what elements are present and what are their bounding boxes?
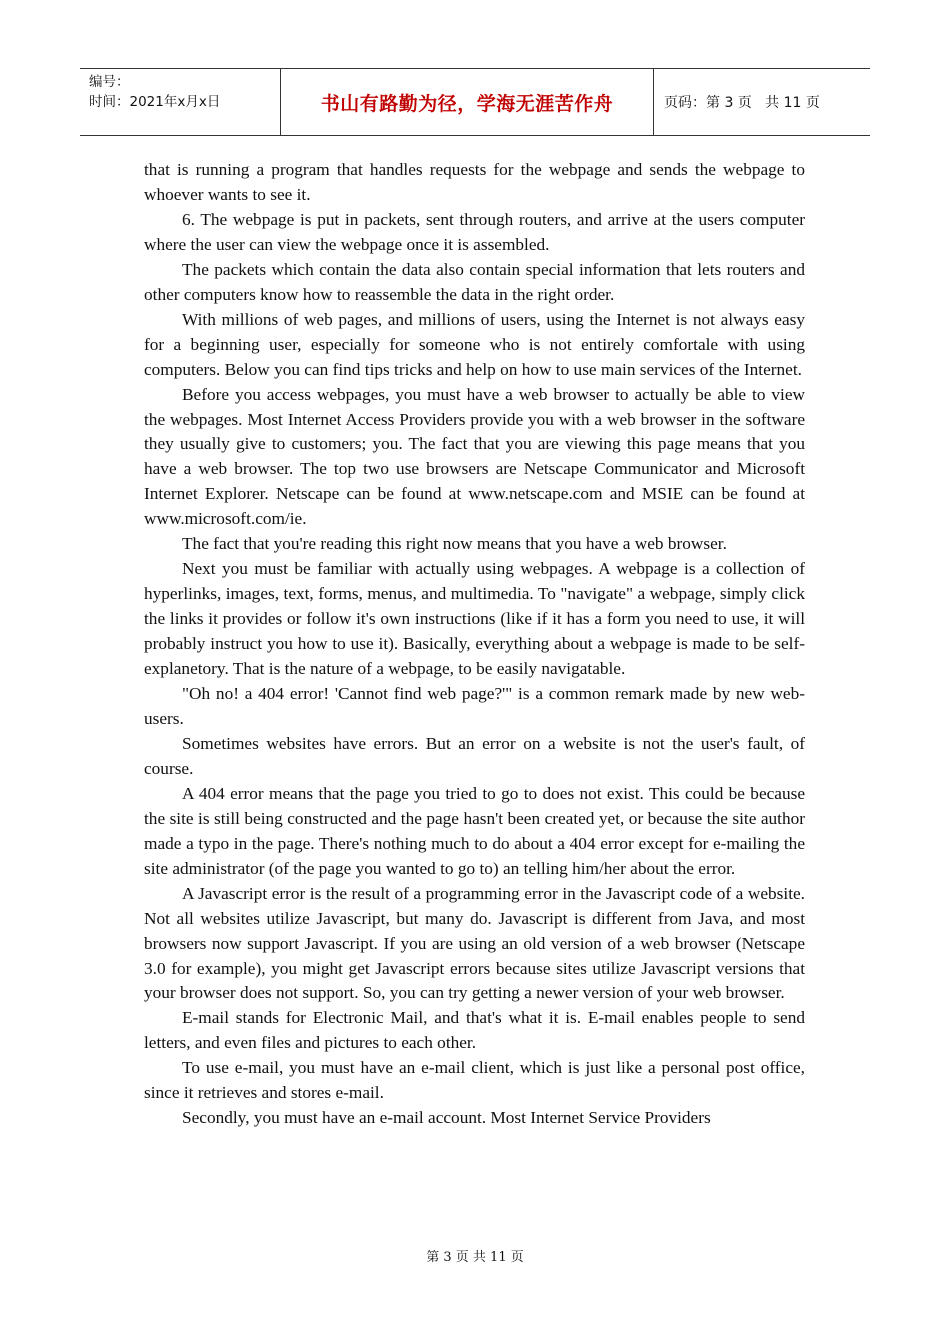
paragraph: To use e-mail, you must have an e-mail client, which is just like a personal post office, since it retrieves and stores e-mail. <box>144 1058 805 1103</box>
paragraph: A Javascript error is the result of a programming error in the Javascript code of a website. Not all websites utilize Javascript, but many do. Javascript is different from Java, and most browsers now support Javascript. If you are using an old version of a web browser (Netscape 3.0 for example), you might get Javascript errors because sites utilize Javascript versions that your browser does not support. So, you can try getting a newer version of your web browser. <box>144 883 805 1003</box>
paragraph: 6. The webpage is put in packets, sent through routers, and arrive at the users computer where the user can view the webpage once it is assembled. <box>144 209 805 254</box>
document-body <box>144 158 805 1131</box>
page-footer: 第 3 页 共 11 页 <box>426 1250 524 1265</box>
paragraph: Next you must be familiar with actually using webpages. A webpage is a collection of hyperlinks, images, text, forms, menus, and multimedia. To "navigate" a webpage, simply click the links it provides or follow it's own instructions (like if it has a form you need to use, it will probably instruct you how to use it). Basically, everything about a webpage is made to be self- explanetory. That is the nature of a webpage, to be easily navigatable. <box>144 559 805 679</box>
paragraph: The packets which contain the data also contain special information that lets routers and other computers know how to reassemble the data in the right order. <box>144 259 805 304</box>
page-header <box>80 68 870 136</box>
paragraph: E-mail stands for Electronic Mail, and that's what it is. E-mail enables people to send letters, and even files and pictures to each other. <box>144 1008 805 1053</box>
header-motto: 书山有路勤为径，学海无涯苦作舟 <box>281 69 654 135</box>
paragraph: A 404 error means that the page you tried to go to does not exist. This could be because the site is still being constructed and the page hasn't been created yet, or because the site author made a typo in the page. There's nothing much to do about a 404 error except for e-mailing the site administrator (of the page you wanted to go to) an telling him/her about the error. <box>144 783 805 878</box>
serial-label: 编号： <box>89 74 130 90</box>
header-meta <box>80 69 281 135</box>
paragraph: With millions of web pages, and millions of users, using the Internet is not always easy for a beginning user, especially for someone who is not entirely comfortale with using computers. Below you can find tips tricks and help on how to use main services of the Internet. <box>144 309 805 379</box>
time-label: 时间：2021年x月x日 <box>89 94 221 110</box>
paragraph: Before you access webpages, you must have a web browser to actually be able to view the webpages. Most Internet Access Providers provide you with a web browser in the software they usually give to customers; you. The fact that you are viewing this page means that you have a web browser. The top two use browsers are Netscape Communicator and Microsoft Internet Explorer. Netscape can be found at www.netscape.com and MSIE can be found at www.microsoft.com/ie. <box>144 384 805 529</box>
paragraph: that is running a program that handles requests for the webpage and sends the webpage to whoever wants to see it. <box>144 160 805 204</box>
header-page-info: 页码：第 3 页 共 11 页 <box>664 95 820 111</box>
paragraph: Secondly, you must have an e-mail account. Most Internet Service Providers <box>182 1108 711 1128</box>
paragraph: The fact that you're reading this right now means that you have a web browser. <box>182 534 727 554</box>
paragraph: "Oh no! a 404 error! 'Cannot find web page?'" is a common remark made by new web-users. <box>144 684 805 728</box>
paragraph: Sometimes websites have errors. But an error on a website is not the user's fault, of course. <box>144 733 805 778</box>
